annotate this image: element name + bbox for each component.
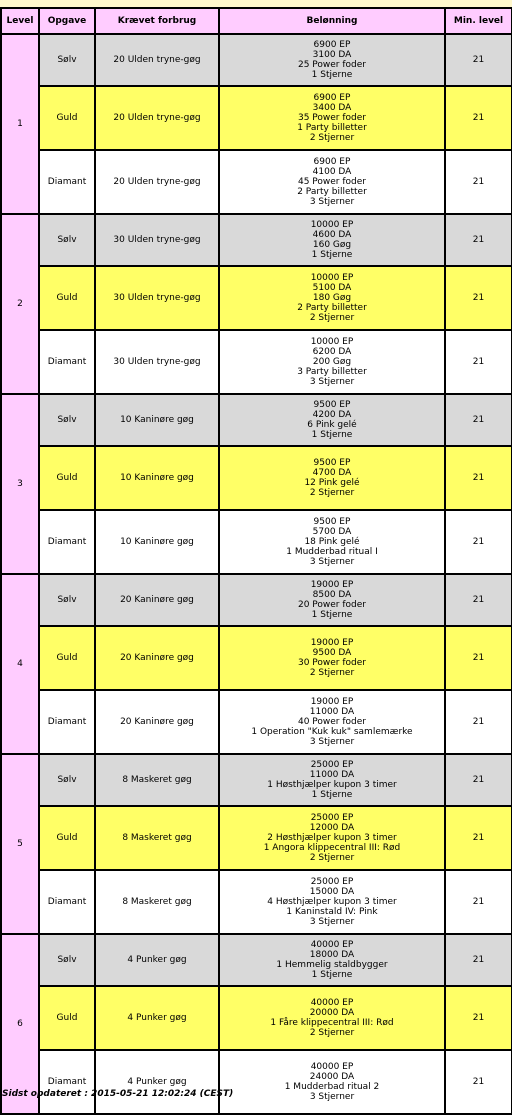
reward-line: 2 Stjerner xyxy=(309,313,355,323)
table-row xyxy=(1,626,512,690)
reward-line: 25000 EP xyxy=(310,877,354,887)
reward-cell xyxy=(219,574,445,626)
reward-line: 1 Stjerne xyxy=(311,970,353,980)
required-consumption: 30 Ulden tryne-gøg xyxy=(95,266,219,330)
reward-line: 1 Stjerne xyxy=(311,70,353,80)
table-row xyxy=(1,806,512,870)
min-level: 21 xyxy=(445,214,512,266)
required-consumption: 10 Kaninøre gøg xyxy=(95,394,219,446)
reward-line: 15000 DA xyxy=(309,887,355,897)
reward-line: 1 Party billetter xyxy=(297,123,367,133)
reward-cell xyxy=(219,150,445,214)
reward-line: 12 Pink gelé xyxy=(304,478,360,488)
task-name: Guld xyxy=(39,626,95,690)
reward-line: 1 Angora klippecentral III: Rød xyxy=(263,843,401,853)
task-name: Diamant xyxy=(39,330,95,394)
reward-line: 18000 DA xyxy=(309,950,355,960)
reward-line: 200 Gøg xyxy=(312,357,352,367)
reward-line: 1 Stjerne xyxy=(311,430,353,440)
reward-line: 6900 EP xyxy=(313,157,351,167)
reward-line: 18 Pink gelé xyxy=(304,537,360,547)
required-consumption: 10 Kaninøre gøg xyxy=(95,446,219,510)
level-number: 2 xyxy=(1,214,39,394)
level-number: 6 xyxy=(1,934,39,1114)
task-name: Sølv xyxy=(39,754,95,806)
min-level: 21 xyxy=(445,754,512,806)
reward-cell xyxy=(219,934,445,986)
reward-line: 20 Power foder xyxy=(297,600,366,610)
reward-line: 8500 DA xyxy=(312,590,352,600)
reward-line: 3 Stjerner xyxy=(309,197,355,207)
reward-line: 25000 EP xyxy=(310,813,354,823)
required-consumption: 20 Kaninøre gøg xyxy=(95,626,219,690)
reward-line: 1 Fåre klippecentral III: Rød xyxy=(270,1018,394,1028)
min-level: 21 xyxy=(445,86,512,150)
reward-line: 3100 DA xyxy=(312,50,352,60)
reward-line: 35 Power foder xyxy=(297,113,366,123)
table-row xyxy=(1,86,512,150)
reward-line: 3 Stjerner xyxy=(309,557,355,567)
reward-cell xyxy=(219,870,445,934)
task-name: Guld xyxy=(39,806,95,870)
reward-cell xyxy=(219,690,445,754)
reward-line: 24000 DA xyxy=(309,1072,355,1082)
reward-line: 4600 DA xyxy=(312,230,352,240)
task-name: Guld xyxy=(39,446,95,510)
reward-line: 25 Power foder xyxy=(297,60,366,70)
reward-line: 19000 EP xyxy=(310,580,354,590)
min-level: 21 xyxy=(445,626,512,690)
level-number: 5 xyxy=(1,754,39,934)
reward-line: 2 Stjerner xyxy=(309,853,355,863)
reward-line: 9500 EP xyxy=(313,458,351,468)
task-name: Diamant xyxy=(39,1050,95,1114)
table-row xyxy=(1,754,512,806)
reward-cell xyxy=(219,86,445,150)
table-row xyxy=(1,690,512,754)
reward-line: 20000 DA xyxy=(309,1008,355,1018)
reward-line: 19000 EP xyxy=(310,697,354,707)
min-level: 21 xyxy=(445,1050,512,1114)
header-task: Opgave xyxy=(39,8,95,34)
task-name: Diamant xyxy=(39,690,95,754)
reward-line: 5100 DA xyxy=(312,283,352,293)
reward-cell xyxy=(219,510,445,574)
required-consumption: 8 Maskeret gøg xyxy=(95,806,219,870)
min-level: 21 xyxy=(445,34,512,86)
task-name: Diamant xyxy=(39,510,95,574)
reward-line: 3 Stjerner xyxy=(309,737,355,747)
reward-line: 5700 DA xyxy=(312,527,352,537)
table-row xyxy=(1,150,512,214)
table-row xyxy=(1,394,512,446)
level-number: 3 xyxy=(1,394,39,574)
reward-line: 9500 EP xyxy=(313,400,351,410)
table-row xyxy=(1,266,512,330)
reward-cell xyxy=(219,266,445,330)
reward-line: 10000 EP xyxy=(310,220,354,230)
required-consumption: 20 Ulden tryne-gøg xyxy=(95,150,219,214)
min-level: 21 xyxy=(445,150,512,214)
header-required: Krævet forbrug xyxy=(95,8,219,34)
task-name: Sølv xyxy=(39,934,95,986)
reward-line: 40000 EP xyxy=(310,998,354,1008)
task-name: Guld xyxy=(39,266,95,330)
reward-line: 1 Operation "Kuk kuk" samlemærke xyxy=(251,727,413,737)
reward-line: 1 Kaninstald IV: Pink xyxy=(286,907,378,917)
reward-cell xyxy=(219,446,445,510)
reward-line: 4200 DA xyxy=(312,410,352,420)
reward-line: 45 Power foder xyxy=(297,177,366,187)
required-consumption: 4 Punker gøg xyxy=(95,986,219,1050)
required-consumption: 30 Ulden tryne-gøg xyxy=(95,330,219,394)
reward-line: 6900 EP xyxy=(313,40,351,50)
reward-line: 10000 EP xyxy=(310,337,354,347)
table-row xyxy=(1,446,512,510)
table-row xyxy=(1,34,512,86)
reward-cell xyxy=(219,806,445,870)
reward-line: 1 Stjerne xyxy=(311,250,353,260)
quest-table xyxy=(0,7,512,1115)
required-consumption: 30 Ulden tryne-gøg xyxy=(95,214,219,266)
level-number: 4 xyxy=(1,574,39,754)
reward-line: 1 Stjerne xyxy=(311,790,353,800)
level-number: 1 xyxy=(1,34,39,214)
reward-line: 2 Stjerner xyxy=(309,488,355,498)
reward-line: 2 Høsthjælper kupon 3 timer xyxy=(267,833,397,843)
last-updated: Sidst opdateret : 2015-05-21 12:02:24 (CEST) xyxy=(2,1089,234,1099)
reward-cell xyxy=(219,626,445,690)
reward-line: 11000 DA xyxy=(309,707,355,717)
table-row xyxy=(1,934,512,986)
min-level: 21 xyxy=(445,934,512,986)
reward-line: 30 Power foder xyxy=(297,658,366,668)
reward-line: 6900 EP xyxy=(313,93,351,103)
min-level: 21 xyxy=(445,806,512,870)
reward-line: 2 Stjerner xyxy=(309,133,355,143)
reward-line: 1 Hemmelig staldbygger xyxy=(276,960,388,970)
min-level: 21 xyxy=(445,986,512,1050)
table-row xyxy=(1,870,512,934)
min-level: 21 xyxy=(445,394,512,446)
min-level: 21 xyxy=(445,574,512,626)
task-name: Diamant xyxy=(39,870,95,934)
reward-line: 3 Stjerner xyxy=(309,1092,355,1102)
reward-cell xyxy=(219,214,445,266)
reward-cell xyxy=(219,394,445,446)
required-consumption: 4 Punker gøg xyxy=(95,934,219,986)
quest-body xyxy=(1,34,512,1114)
reward-line: 6200 DA xyxy=(312,347,352,357)
reward-line: 1 Høsthjælper kupon 3 timer xyxy=(267,780,397,790)
reward-line: 6 Pink gelé xyxy=(307,420,357,430)
task-name: Sølv xyxy=(39,574,95,626)
reward-line: 3 Stjerner xyxy=(309,917,355,927)
reward-line: 1 Mudderbad ritual I xyxy=(286,547,378,557)
min-level: 21 xyxy=(445,330,512,394)
reward-line: 10000 EP xyxy=(310,273,354,283)
reward-line: 4 Høsthjælper kupon 3 timer xyxy=(267,897,397,907)
reward-line: 160 Gøg xyxy=(312,240,352,250)
reward-line: 12000 DA xyxy=(309,823,355,833)
reward-line: 19000 EP xyxy=(310,638,354,648)
required-consumption: 20 Ulden tryne-gøg xyxy=(95,86,219,150)
task-name: Sølv xyxy=(39,214,95,266)
reward-cell xyxy=(219,754,445,806)
header-row xyxy=(1,8,512,34)
reward-line: 4100 DA xyxy=(312,167,352,177)
required-consumption: 20 Kaninøre gøg xyxy=(95,574,219,626)
reward-line: 2 Party billetter xyxy=(297,187,367,197)
reward-cell xyxy=(219,34,445,86)
min-level: 21 xyxy=(445,446,512,510)
table-row xyxy=(1,330,512,394)
reward-cell xyxy=(219,1050,445,1114)
min-level: 21 xyxy=(445,870,512,934)
task-name: Diamant xyxy=(39,150,95,214)
reward-line: 1 Mudderbad ritual 2 xyxy=(284,1082,380,1092)
table-row xyxy=(1,986,512,1050)
reward-line: 3 Stjerner xyxy=(309,377,355,387)
min-level: 21 xyxy=(445,690,512,754)
header-reward: Belønning xyxy=(219,8,445,34)
reward-line: 25000 EP xyxy=(310,760,354,770)
task-name: Sølv xyxy=(39,394,95,446)
reward-line: 40 Power foder xyxy=(297,717,366,727)
task-name: Guld xyxy=(39,986,95,1050)
reward-line: 11000 DA xyxy=(309,770,355,780)
reward-line: 3 Party billetter xyxy=(297,367,367,377)
reward-line: 2 Stjerner xyxy=(309,668,355,678)
min-level: 21 xyxy=(445,510,512,574)
required-consumption: 8 Maskeret gøg xyxy=(95,754,219,806)
reward-line: 40000 EP xyxy=(310,940,354,950)
required-consumption: 10 Kaninøre gøg xyxy=(95,510,219,574)
reward-line: 1 Stjerne xyxy=(311,610,353,620)
table-row xyxy=(1,574,512,626)
reward-line: 2 Party billetter xyxy=(297,303,367,313)
required-consumption: 20 Kaninøre gøg xyxy=(95,690,219,754)
task-name: Sølv xyxy=(39,34,95,86)
reward-line: 180 Gøg xyxy=(312,293,352,303)
reward-cell xyxy=(219,986,445,1050)
table-row xyxy=(1,1050,512,1114)
task-name: Guld xyxy=(39,86,95,150)
reward-line: 9500 DA xyxy=(312,648,352,658)
header-level: Level xyxy=(1,8,39,34)
table-row xyxy=(1,214,512,266)
reward-line: 4700 DA xyxy=(312,468,352,478)
required-consumption: 20 Ulden tryne-gøg xyxy=(95,34,219,86)
required-consumption: 8 Maskeret gøg xyxy=(95,870,219,934)
reward-line: 9500 EP xyxy=(313,517,351,527)
reward-line: 2 Stjerner xyxy=(309,1028,355,1038)
reward-cell xyxy=(219,330,445,394)
required-consumption: 4 Punker gøg xyxy=(95,1050,219,1114)
table-row xyxy=(1,510,512,574)
reward-line: 40000 EP xyxy=(310,1062,354,1072)
reward-line: 3400 DA xyxy=(312,103,352,113)
min-level: 21 xyxy=(445,266,512,330)
header-min-level: Min. level xyxy=(445,8,512,34)
